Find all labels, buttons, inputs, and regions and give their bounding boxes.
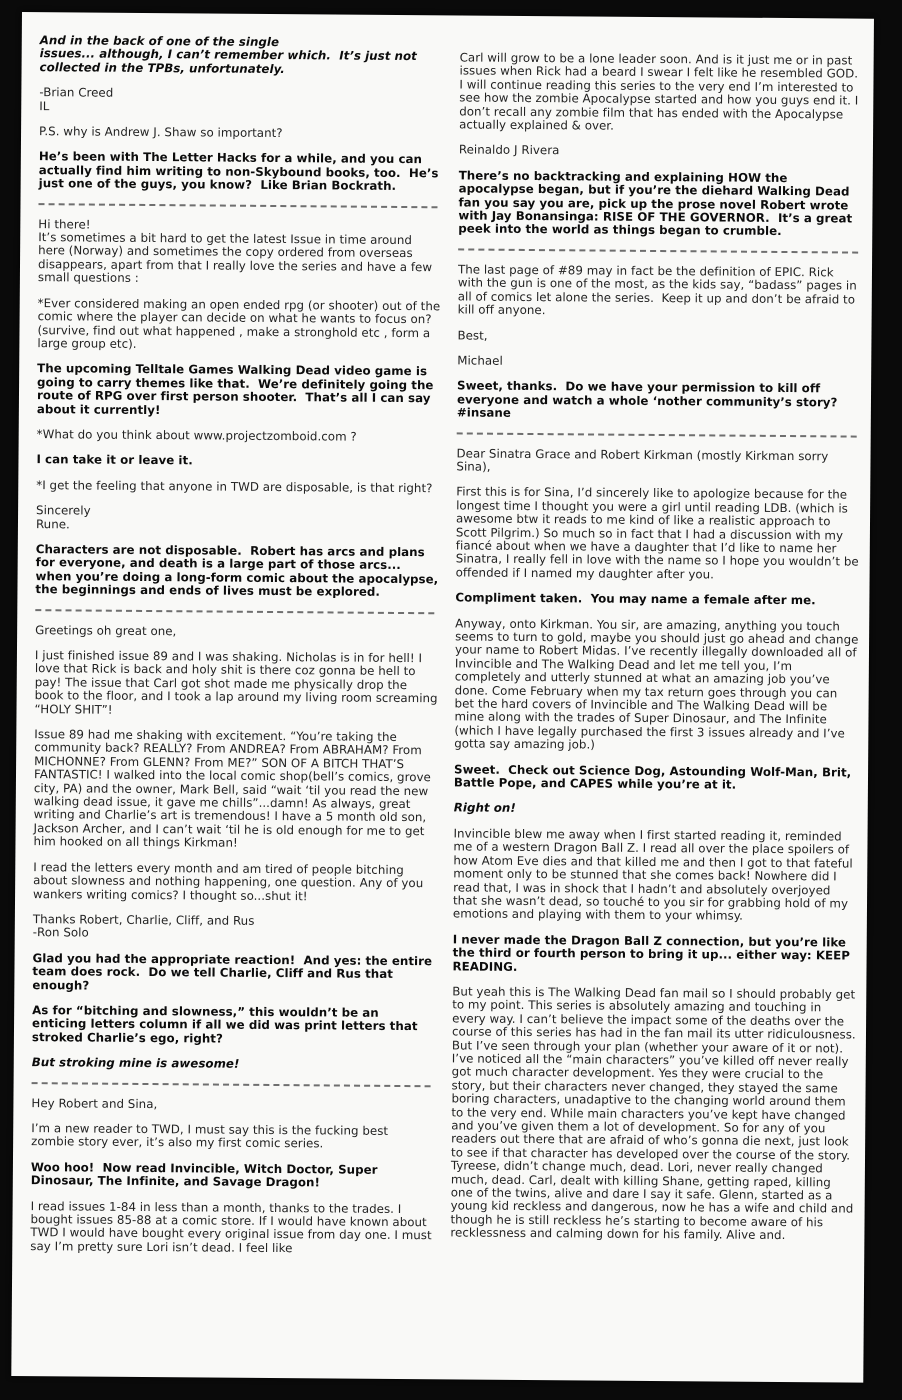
section-divider (458, 248, 858, 253)
reader-letter-paragraph: Dear Sinatra Grace and Robert Kirkman (mostly Kirkman sorry Sina), (456, 445, 833, 474)
reader-letter-paragraph: Best, (457, 327, 488, 343)
editor-response-paragraph: I can take it or leave it. (36, 452, 193, 468)
right-column (450, 51, 863, 1255)
editor-response-paragraph: Sweet. Check out Science Dog, Astounding Wolf-Man, Brit, Battle Pope, and CAPES while you’re at it. (453, 762, 856, 792)
section-divider (35, 609, 434, 614)
editor-response-paragraph: He’s been with The Letter Hacks for a while, and you can actually find him writing to non-Skybound books, too. He’s just one of the guys, you know? Like Brian Bockrath. (38, 149, 443, 194)
reader-letter-paragraph: The last page of #89 may in fact be the definition of EPIC. Rick with the gun is one of the most, as the kids say, “badass” pages in all of comics let alone the series. Keep it up and don’t be afraid to kill off anyone. (457, 262, 861, 318)
editor-response-paragraph: But stroking mine is awesome! (31, 1055, 240, 1071)
reader-letter-paragraph: Hi there! It’s sometimes a bit hard to get the latest Issue in time around here (Norway) and sometimes the copy ordered from overseas disappears, apart from that I really love the series and have a few small questions : (37, 216, 436, 286)
reader-letter-paragraph: I read the letters every month and am tired of people bitching about slowness and nothing happening, one question. Any of you wankers writing comics? I thought so...shut it! (33, 859, 428, 903)
section-divider (32, 1082, 431, 1087)
reader-letter-paragraph: Reinaldo J Rivera (458, 142, 560, 158)
reader-letter-paragraph: I read issues 1-84 in less than a month, thanks to the trades. I bought issues 85-88 at a comic store. If I would have known about TWD I would have bought every original issue from day one. I must say I’m pretty sure Lori isn’t dead. I feel like (30, 1198, 436, 1255)
reader-letter-paragraph: Hey Robert and Sina, (31, 1095, 158, 1111)
two-column-layout (30, 34, 864, 1272)
editor-response-paragraph: The upcoming Telltale Games Walking Dead video game is going to carry themes like that. We’re definitely going the route of RPG over first person shooter. That’s all I can say about it currently! (36, 361, 438, 417)
reader-letter-paragraph: *I get the feeling that anyone in TWD are disposable, is that right? (36, 477, 433, 495)
reader-letter-paragraph: I’m a new reader to TWD, I must say this is the fucking best zombie story ever, it’s also my first comic series. (31, 1121, 392, 1151)
reader-letter-paragraph: Anyway, onto Kirkman. You sir, are amazing, anything you touch seems to turn to gold, maybe you should just go ahead and change your name to Robert Midas. I’ve recently illegally downloaded all of Invincible and The Walking Dead and let me tell you, I’m completely and utterly stunned at what an amazing job you’ve done. Come February when my tax return goes through you can bet the hard covers of Invincible and The Walking Dead will be mine along with the trades of Super Dinosaur, and The Infinite (which I have legally purchased the first 3 issues already and I’ve gotta say amazing job.) (454, 616, 863, 752)
reader-letter-paragraph: But yeah this is The Walking Dead fan mail so I should probably get to my point. This series is absolutely amazing and touching in every way. I can’t believe the impact some of the deaths over the course of this series has had in the fan mail its utter ridiculousness. But I’ve seen through your plan (whether your aware of it or not). I’ve noticed all the “main characters” you’ve killed off never really got much character development. Yes they were crucial to the story, but their characters never changed, they stayed the same boring characters, unadaptive to the changing world around them to the very end. While main characters you’ve kept have changed and you’ve given them a lot of development. So for any of you readers out there that are afraid of who’s gonna die next, just look to see if that character has developed over the course of the story. Tyreese, didn’t change much, dead. Lori, never really changed much, dead. Carl, dealt with killing Shane, getting raped, killing one of the twins, alive and dare I say it safe. Glenn, started as a young kid reckless and dangerous, now he has a wife and child and though he is still reckless he’s starting to become aware of his recklessness and calming down for his family. Alive and. (450, 984, 860, 1243)
editor-response-paragraph: I never made the Dragon Ball Z connection, but you’re like the third or fourth person to bring it up... either way: KEEP READING. (452, 932, 855, 974)
reader-letter-paragraph: Invincible blew me away when I first started reading it, reminded me of a western Dragon Ball Z. I read all over the place spoilers of how Atom Eve dies and that killed me and then I got to that fateful moment only to be stunned that she comes back! Nowhere did I read that, I was in shock that I hadn’t and absolutely overjoyed that she wasn’t dead, so touché to you sir for grabbing hold of my emotions and playing with them to your whimsy. (452, 826, 857, 924)
editor-response-paragraph: Sweet, thanks. Do we have your permission to kill off everyone and watch a whole ‘nother community’s story? #insane (456, 378, 842, 420)
reader-letter-paragraph: -Brian Creed IL (39, 85, 114, 113)
editor-response-paragraph: Woo hoo! Now read Invincible, Witch Doctor, Super Dinosaur, The Infinite, and Savage Dragon! (30, 1159, 382, 1190)
reader-letter-paragraph: Greetings oh great one, (35, 622, 177, 638)
reader-letter-paragraph: P.S. why is Andrew J. Shaw so important? (39, 124, 283, 141)
editor-response-paragraph: And in the back of one of the single issues... although, I can’t remember which. It’s just not collected in the TPBs, unfortunately. (39, 33, 417, 76)
editor-response-paragraph: Right on! (453, 800, 516, 816)
reader-letter-paragraph: Issue 89 had me shaking with excitement. “You’re taking the community back? REALLY? From ANDREA? From ABRAHAM? From MICHONNE? From GLENN? From ME?” SON OF A BITCH THAT’S FANTASTIC! I walked into the local comic shop(bell’s comics, grove city, PA) and the owner, Mark Bell, said “wait ‘til you read the new walking dead issue, it gave me chills”...damn! As always, great writing and Charlie’s art is tremendous! I have a 5 month old son, Jackson Archer, and I can’t wait ‘til he is old enough for me to get him hooked on all things Kirkman! (33, 727, 435, 851)
reader-letter-paragraph: *Ever considered making an open ended rpg (or shooter) out of the comic where the player can decide on what he wants to focus on? (survive, find out what happened , make a stronghold etc , form a large group etc). (37, 295, 445, 351)
editor-response-paragraph: Characters are not disposable. Robert has arcs and plans for everyone, and death is a large part of those arcs... when you’re doing a long-form comic about the apocalypse, the beginnings and ends of lives must be explored. (35, 542, 443, 600)
reader-letter-paragraph: First this is for Sina, I’d sincerely like to apologize because for the longest time I thought you were a girl until reading LDB. (which is awesome btw it reads to me kind of like a realistic approach to Scott Pilgrim.) So much so in fact that I had a discussion with my fiancé about when we have a daughter that I’d like to name her Sinatra, I really fell in love with the name so I hope you wouldn’t be offended if I named my daughter after you. (455, 484, 863, 582)
reader-letter-paragraph: I just finished issue 89 and I was shaking. Nicholas is in for hell! I love that Rick is back and holy shit is there coz gonna be hell to pay! The issue that Carl got shot made me physically drop the book to the floor, and I took a lap around my living room screaming “HOLY SHIT”! (34, 648, 442, 717)
reader-letter-paragraph: Michael (457, 353, 503, 368)
editor-response-paragraph: Glad you had the appropriate reaction! And yes: the entire team does rock. Do we tell Charlie, Cliff and Rus that enough? (32, 950, 437, 993)
section-divider (38, 203, 437, 208)
left-column (30, 34, 443, 1268)
reader-letter-paragraph: Carl will grow to be a lone leader soon. And is it just me or in past issues when Rick had a beard I swear I felt like he resembled GOD. I will continue reading this series to the very end I’m interested to see how the zombie Apocalypse started and how you guys end it. I don’t recall any zombie film that has ended with the Apocalypse actually explained & over. (459, 50, 863, 133)
letters-page (11, 12, 874, 1383)
editor-response-paragraph: As for “bitching and slowness,” this wouldn’t be an enticing letters column if all we did was print letters that stroked Charlie’s ego, right? (31, 1003, 422, 1046)
reader-letter-paragraph: *What do you think about www.projectzomboid.com ? (36, 427, 357, 444)
editor-response-paragraph: There’s no backtracking and explaining HOW the apocalypse began, but if you’re the diehard Walking Dead fan you say you are, pick up the prose novel Robert wrote with Jay Bonansinga: RISE OF THE GOVERNOR. It’s a great peek into the world as things began to crumble. (458, 168, 857, 239)
editor-response-paragraph: Compliment taken. You may name a female after me. (455, 590, 816, 608)
section-divider (457, 432, 857, 437)
reader-letter-paragraph: Sincerely Rune. (35, 503, 91, 531)
reader-letter-paragraph: Thanks Robert, Charlie, Cliff, and Rus -Ron Solo (32, 912, 255, 940)
